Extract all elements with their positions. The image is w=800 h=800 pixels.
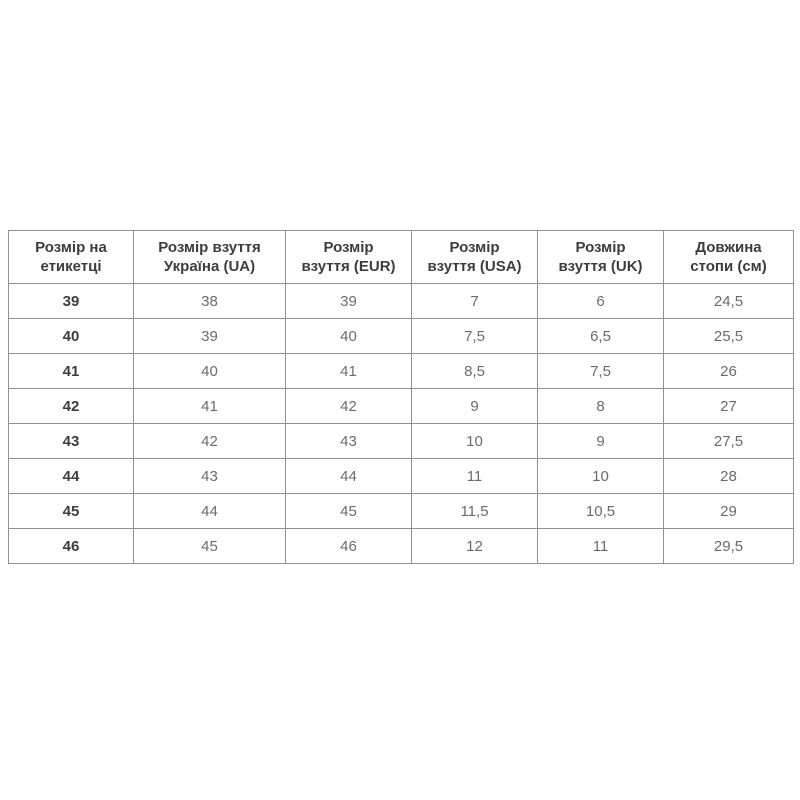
row-header-cell: 42 bbox=[9, 389, 134, 424]
column-header-text: Україна (UA) bbox=[163, 258, 256, 275]
table-cell: 7 bbox=[412, 284, 538, 319]
table-cell: 7,5 bbox=[538, 354, 664, 389]
column-header-text: Розмір взуття bbox=[158, 239, 261, 256]
row-header-cell: 41 bbox=[9, 354, 134, 389]
column-header-text: взуття (EUR) bbox=[301, 258, 396, 275]
table-cell: 29 bbox=[664, 494, 794, 529]
table-cell: 25,5 bbox=[664, 319, 794, 354]
table-cell: 27 bbox=[664, 389, 794, 424]
row-header-cell: 43 bbox=[9, 424, 134, 459]
shoe-size-conversion-table bbox=[8, 230, 794, 564]
table-cell: 39 bbox=[134, 319, 286, 354]
header-row bbox=[9, 231, 794, 284]
table-cell: 6,5 bbox=[538, 319, 664, 354]
column-header-foot-length bbox=[664, 231, 794, 284]
table-cell: 8 bbox=[538, 389, 664, 424]
table-row bbox=[9, 459, 794, 494]
column-header-usa-size bbox=[412, 231, 538, 284]
table-cell: 40 bbox=[134, 354, 286, 389]
table-row bbox=[9, 389, 794, 424]
table-row bbox=[9, 494, 794, 529]
column-header-text: стопи (см) bbox=[690, 258, 767, 275]
table-cell: 11 bbox=[412, 459, 538, 494]
table-cell: 45 bbox=[134, 529, 286, 564]
row-header-cell: 39 bbox=[9, 284, 134, 319]
table-row bbox=[9, 319, 794, 354]
column-header-uk-size bbox=[538, 231, 664, 284]
table-cell: 10,5 bbox=[538, 494, 664, 529]
table-row bbox=[9, 354, 794, 389]
column-header-text: Розмір bbox=[323, 239, 374, 256]
row-header-cell: 40 bbox=[9, 319, 134, 354]
row-header-cell: 46 bbox=[9, 529, 134, 564]
table-cell: 10 bbox=[538, 459, 664, 494]
column-header-eur-size bbox=[286, 231, 412, 284]
table-cell: 6 bbox=[538, 284, 664, 319]
table-cell: 11 bbox=[538, 529, 664, 564]
table-row bbox=[9, 284, 794, 319]
table-cell: 42 bbox=[134, 424, 286, 459]
column-header-text: взуття (UK) bbox=[558, 258, 643, 275]
table-cell: 28 bbox=[664, 459, 794, 494]
table-cell: 27,5 bbox=[664, 424, 794, 459]
table-row bbox=[9, 424, 794, 459]
table-cell: 40 bbox=[286, 319, 412, 354]
row-header-cell: 44 bbox=[9, 459, 134, 494]
table-cell: 45 bbox=[286, 494, 412, 529]
column-header-text: взуття (USA) bbox=[427, 258, 522, 275]
column-header-ua-size bbox=[134, 231, 286, 284]
table-cell: 12 bbox=[412, 529, 538, 564]
column-header-text: Розмір bbox=[575, 239, 626, 256]
column-header-label-size bbox=[9, 231, 134, 284]
column-header-text: Розмір bbox=[449, 239, 500, 256]
table-cell: 9 bbox=[538, 424, 664, 459]
table-cell: 7,5 bbox=[412, 319, 538, 354]
column-header-text: етикетці bbox=[40, 258, 102, 275]
table-cell: 41 bbox=[286, 354, 412, 389]
table-cell: 29,5 bbox=[664, 529, 794, 564]
table-cell: 44 bbox=[286, 459, 412, 494]
table-cell: 43 bbox=[134, 459, 286, 494]
column-header-text: Довжина bbox=[695, 239, 762, 256]
table-row bbox=[9, 529, 794, 564]
table-cell: 46 bbox=[286, 529, 412, 564]
table-cell: 24,5 bbox=[664, 284, 794, 319]
row-header-cell: 45 bbox=[9, 494, 134, 529]
table-cell: 11,5 bbox=[412, 494, 538, 529]
table-cell: 41 bbox=[134, 389, 286, 424]
table-cell: 42 bbox=[286, 389, 412, 424]
table-cell: 44 bbox=[134, 494, 286, 529]
table-cell: 8,5 bbox=[412, 354, 538, 389]
table-cell: 43 bbox=[286, 424, 412, 459]
table-cell: 39 bbox=[286, 284, 412, 319]
table-cell: 9 bbox=[412, 389, 538, 424]
table-cell: 38 bbox=[134, 284, 286, 319]
table-cell: 26 bbox=[664, 354, 794, 389]
table-cell: 10 bbox=[412, 424, 538, 459]
column-header-text: Розмір на bbox=[35, 239, 107, 256]
